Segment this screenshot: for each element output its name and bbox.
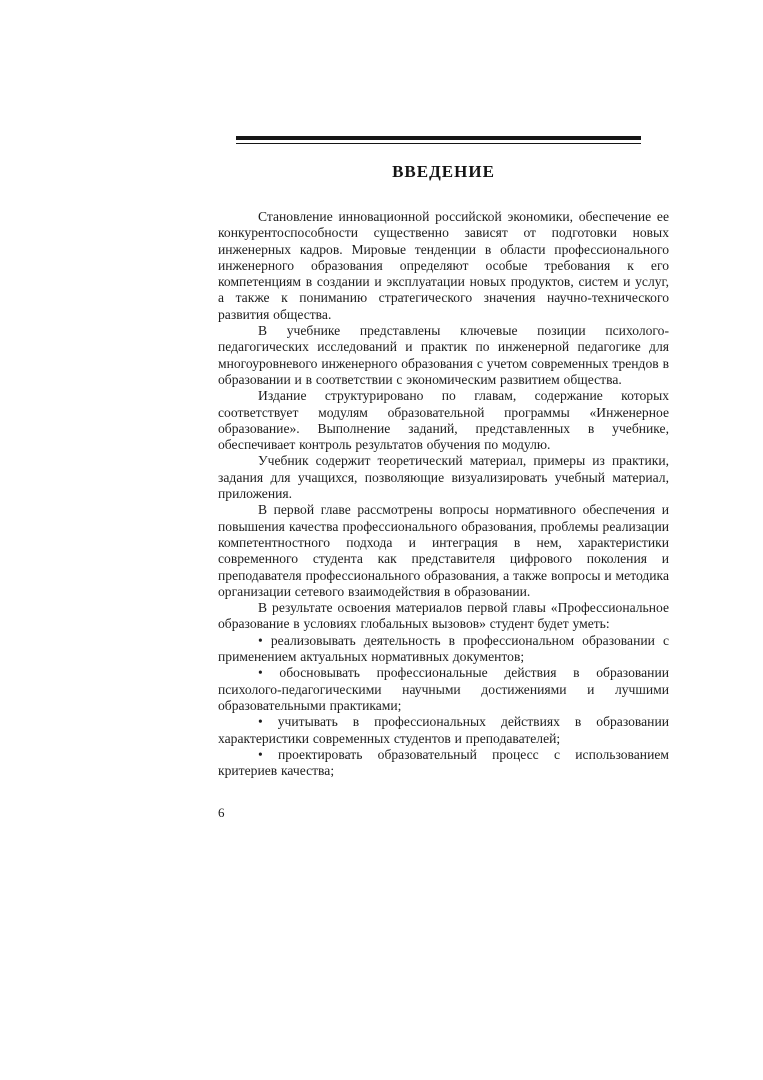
paragraph: В первой главе рассмотрены вопросы нормативного обеспечения и повышения качества профессионального образования, проблемы реализации компетентностного подхода и интеграция в нем, характеристики современного студента как представителя цифрового поколения и преподавателя профессионального образования, а также вопросы и методика организации сетевого взаимодействия в образовании. [218, 502, 669, 599]
bullet-item: • обосновывать профессиональные действия в образовании психолого-педагогическими научными достижениями и лучшими образовательными практиками; [218, 665, 669, 713]
bullet-item: • учитывать в профессиональных действиях в образовании характеристики современных студентов и преподавателей; [218, 714, 669, 746]
paragraph: Становление инновационной российской экономики, обеспечение ее конкурентоспособности существенно зависят от подготовки новых инженерных кадров. Мировые тенденции в области профессионального инженерного образования определяют особые требования к его компетенциям в создании и эксплуатации новых продуктов, систем и услуг, а также к пониманию стратегического значения научно-технического развития общества. [218, 209, 669, 322]
paragraph: В результате освоения материалов первой главы «Профессиональное образование в условиях глобальных вызовов» студент будет уметь: [218, 600, 669, 632]
bullet-item: • проектировать образовательный процесс с использованием критериев качества; [218, 746, 669, 779]
paragraph: Учебник содержит теоретический материал, примеры из практики, задания для учащихся, позволяющие визуализировать учебный материал, приложения. [218, 453, 669, 502]
page-title: ВВЕДЕНИЕ [392, 162, 495, 181]
bullet-item: • реализовывать деятельность в профессиональном образовании с применением актуальных нормативных документов; [218, 632, 669, 665]
page-number: 6 [218, 805, 225, 821]
header-rule [236, 136, 641, 144]
header-rule-thick-line [236, 136, 641, 140]
body-text [218, 209, 669, 779]
paragraph: В учебнике представлены ключевые позиции психолого-педагогических исследований и практик по инженерной педагогике для многоуровневого инженерного образования с учетом современных трендов в образовании и в соответствии с экономическим развитием общества. [218, 323, 669, 387]
page-content [218, 136, 669, 821]
paragraph: Издание структурировано по главам, содержание которых соответствует модулям образовательной программы «Инженерное образование». Выполнение заданий, представленных в учебнике, обеспечивает контроль результатов обучения по модулю. [218, 388, 669, 453]
header-rule-thin-line [236, 143, 641, 144]
